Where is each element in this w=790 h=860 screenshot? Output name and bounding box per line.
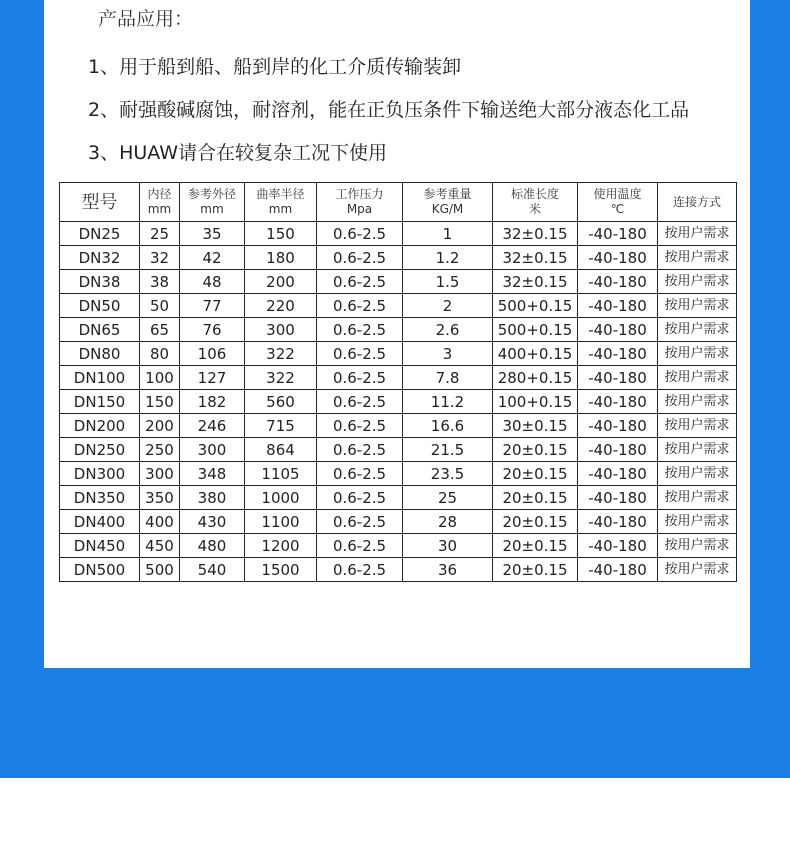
cell-standard-length: 30±0.15 — [493, 414, 578, 438]
cell-standard-length: 20±0.15 — [493, 534, 578, 558]
cell-outer-diameter: 35 — [180, 222, 245, 246]
cell-model: DN400 — [60, 510, 140, 534]
cell-bend-radius: 715 — [245, 414, 317, 438]
cell-connection: 按用户需求 — [658, 294, 737, 318]
cell-outer-diameter: 380 — [180, 486, 245, 510]
cell-bend-radius: 300 — [245, 318, 317, 342]
cell-standard-length: 20±0.15 — [493, 510, 578, 534]
cell-bend-radius: 150 — [245, 222, 317, 246]
cell-temperature: -40-180 — [578, 342, 658, 366]
cell-working-pressure: 0.6-2.5 — [317, 390, 403, 414]
cell-temperature: -40-180 — [578, 462, 658, 486]
table-row — [60, 558, 737, 582]
cell-temperature: -40-180 — [578, 438, 658, 462]
cell-bend-radius: 1000 — [245, 486, 317, 510]
cell-outer-diameter: 430 — [180, 510, 245, 534]
cell-standard-length: 100+0.15 — [493, 390, 578, 414]
cell-bend-radius: 322 — [245, 366, 317, 390]
header-model — [60, 183, 140, 222]
header-label: 曲率半径 — [256, 187, 305, 201]
cell-temperature: -40-180 — [578, 510, 658, 534]
content-panel — [44, 0, 750, 668]
cell-working-pressure: 0.6-2.5 — [317, 486, 403, 510]
cell-working-pressure: 0.6-2.5 — [317, 462, 403, 486]
cell-inner-diameter: 80 — [140, 342, 180, 366]
cell-connection: 按用户需求 — [658, 222, 737, 246]
cell-connection: 按用户需求 — [658, 318, 737, 342]
cell-working-pressure: 0.6-2.5 — [317, 558, 403, 582]
table-row — [60, 366, 737, 390]
cell-temperature: -40-180 — [578, 246, 658, 270]
header-label: 标准长度 — [510, 187, 559, 201]
cell-model: DN150 — [60, 390, 140, 414]
cell-weight: 25 — [403, 486, 493, 510]
header-label: 参考重量 — [423, 187, 472, 201]
cell-temperature: -40-180 — [578, 222, 658, 246]
cell-temperature: -40-180 — [578, 558, 658, 582]
cell-standard-length: 280+0.15 — [493, 366, 578, 390]
cell-working-pressure: 0.6-2.5 — [317, 366, 403, 390]
header-unit: Mpa — [346, 202, 373, 216]
cell-connection: 按用户需求 — [658, 342, 737, 366]
table-header-row — [60, 183, 737, 222]
cell-temperature: -40-180 — [578, 294, 658, 318]
header-standard-length — [493, 183, 578, 222]
cell-model: DN250 — [60, 438, 140, 462]
cell-weight: 11.2 — [403, 390, 493, 414]
cell-connection: 按用户需求 — [658, 414, 737, 438]
cell-temperature: -40-180 — [578, 414, 658, 438]
cell-standard-length: 32±0.15 — [493, 222, 578, 246]
cell-weight: 30 — [403, 534, 493, 558]
header-label: 使用温度 — [593, 187, 642, 201]
cell-bend-radius: 180 — [245, 246, 317, 270]
cell-standard-length: 500+0.15 — [493, 294, 578, 318]
cell-working-pressure: 0.6-2.5 — [317, 534, 403, 558]
cell-outer-diameter: 480 — [180, 534, 245, 558]
cell-working-pressure: 0.6-2.5 — [317, 294, 403, 318]
table-row — [60, 510, 737, 534]
application-item-3: 3、HUAW请合在较复杂工况下使用 — [88, 142, 388, 164]
cell-weight: 3 — [403, 342, 493, 366]
header-outer-diameter — [180, 183, 245, 222]
table-row — [60, 414, 737, 438]
cell-temperature: -40-180 — [578, 486, 658, 510]
cell-model: DN50 — [60, 294, 140, 318]
table-row — [60, 318, 737, 342]
cell-outer-diameter: 540 — [180, 558, 245, 582]
cell-standard-length: 20±0.15 — [493, 438, 578, 462]
cell-connection: 按用户需求 — [658, 438, 737, 462]
cell-connection: 按用户需求 — [658, 462, 737, 486]
cell-model: DN200 — [60, 414, 140, 438]
cell-inner-diameter: 65 — [140, 318, 180, 342]
spec-table — [59, 182, 737, 582]
header-working-pressure — [317, 183, 403, 222]
table-row — [60, 246, 737, 270]
cell-working-pressure: 0.6-2.5 — [317, 318, 403, 342]
cell-inner-diameter: 150 — [140, 390, 180, 414]
cell-bend-radius: 560 — [245, 390, 317, 414]
section-heading: 产品应用： — [98, 8, 194, 30]
cell-model: DN38 — [60, 270, 140, 294]
header-weight — [403, 183, 493, 222]
cell-standard-length: 20±0.15 — [493, 462, 578, 486]
cell-connection: 按用户需求 — [658, 390, 737, 414]
cell-outer-diameter: 348 — [180, 462, 245, 486]
cell-model: DN100 — [60, 366, 140, 390]
table-row — [60, 270, 737, 294]
cell-outer-diameter: 106 — [180, 342, 245, 366]
cell-weight: 23.5 — [403, 462, 493, 486]
header-unit: ℃ — [610, 202, 625, 216]
cell-model: DN32 — [60, 246, 140, 270]
cell-bend-radius: 1200 — [245, 534, 317, 558]
cell-weight: 28 — [403, 510, 493, 534]
header-label: 工作压力 — [335, 187, 384, 201]
cell-model: DN450 — [60, 534, 140, 558]
cell-connection: 按用户需求 — [658, 534, 737, 558]
header-model-label: 型号 — [81, 191, 118, 213]
cell-inner-diameter: 32 — [140, 246, 180, 270]
cell-model: DN80 — [60, 342, 140, 366]
cell-working-pressure: 0.6-2.5 — [317, 270, 403, 294]
cell-temperature: -40-180 — [578, 318, 658, 342]
cell-inner-diameter: 25 — [140, 222, 180, 246]
header-unit: 米 — [528, 202, 541, 216]
cell-connection: 按用户需求 — [658, 366, 737, 390]
cell-working-pressure: 0.6-2.5 — [317, 510, 403, 534]
application-item-2: 2、耐强酸碱腐蚀，耐溶剂，能在正负压条件下输送绝大部分液态化工品 — [88, 99, 690, 121]
cell-outer-diameter: 246 — [180, 414, 245, 438]
table-row — [60, 342, 737, 366]
cell-standard-length: 500+0.15 — [493, 318, 578, 342]
cell-bend-radius: 864 — [245, 438, 317, 462]
cell-inner-diameter: 450 — [140, 534, 180, 558]
cell-weight: 1 — [403, 222, 493, 246]
cell-inner-diameter: 250 — [140, 438, 180, 462]
cell-inner-diameter: 400 — [140, 510, 180, 534]
table-row — [60, 486, 737, 510]
cell-outer-diameter: 48 — [180, 270, 245, 294]
cell-weight: 36 — [403, 558, 493, 582]
header-connection — [658, 183, 737, 222]
table-row — [60, 534, 737, 558]
cell-outer-diameter: 127 — [180, 366, 245, 390]
cell-connection: 按用户需求 — [658, 510, 737, 534]
cell-working-pressure: 0.6-2.5 — [317, 222, 403, 246]
cell-outer-diameter: 77 — [180, 294, 245, 318]
cell-temperature: -40-180 — [578, 534, 658, 558]
cell-temperature: -40-180 — [578, 390, 658, 414]
cell-model: DN25 — [60, 222, 140, 246]
table-row — [60, 294, 737, 318]
cell-bend-radius: 322 — [245, 342, 317, 366]
cell-model: DN500 — [60, 558, 140, 582]
cell-weight: 16.6 — [403, 414, 493, 438]
cell-bend-radius: 220 — [245, 294, 317, 318]
table-row — [60, 222, 737, 246]
cell-weight: 21.5 — [403, 438, 493, 462]
table-row — [60, 438, 737, 462]
cell-connection: 按用户需求 — [658, 246, 737, 270]
cell-model: DN300 — [60, 462, 140, 486]
header-label: 参考外径 — [187, 187, 236, 201]
cell-temperature: -40-180 — [578, 270, 658, 294]
header-unit: mm — [147, 202, 172, 216]
cell-outer-diameter: 182 — [180, 390, 245, 414]
cell-inner-diameter: 200 — [140, 414, 180, 438]
cell-standard-length: 32±0.15 — [493, 246, 578, 270]
cell-working-pressure: 0.6-2.5 — [317, 342, 403, 366]
cell-inner-diameter: 100 — [140, 366, 180, 390]
cell-standard-length: 32±0.15 — [493, 270, 578, 294]
cell-inner-diameter: 500 — [140, 558, 180, 582]
cell-bend-radius: 1500 — [245, 558, 317, 582]
cell-inner-diameter: 50 — [140, 294, 180, 318]
cell-bend-radius: 200 — [245, 270, 317, 294]
cell-weight: 2.6 — [403, 318, 493, 342]
application-item-1: 1、用于船到船、船到岸的化工介质传输装卸 — [88, 56, 462, 78]
cell-outer-diameter: 300 — [180, 438, 245, 462]
cell-connection: 按用户需求 — [658, 486, 737, 510]
header-label: 内径 — [147, 187, 172, 201]
cell-outer-diameter: 42 — [180, 246, 245, 270]
cell-working-pressure: 0.6-2.5 — [317, 414, 403, 438]
header-unit: mm — [200, 202, 224, 216]
cell-connection: 按用户需求 — [658, 270, 737, 294]
cell-working-pressure: 0.6-2.5 — [317, 246, 403, 270]
header-unit: mm — [268, 202, 293, 216]
cell-standard-length: 20±0.15 — [493, 558, 578, 582]
cell-bend-radius: 1100 — [245, 510, 317, 534]
cell-working-pressure: 0.6-2.5 — [317, 438, 403, 462]
cell-weight: 2 — [403, 294, 493, 318]
cell-weight: 1.5 — [403, 270, 493, 294]
table-row — [60, 462, 737, 486]
cell-connection: 按用户需求 — [658, 558, 737, 582]
cell-model: DN350 — [60, 486, 140, 510]
cell-inner-diameter: 350 — [140, 486, 180, 510]
cell-bend-radius: 1105 — [245, 462, 317, 486]
cell-inner-diameter: 300 — [140, 462, 180, 486]
header-bend-radius — [245, 183, 317, 222]
cell-temperature: -40-180 — [578, 366, 658, 390]
header-inner-diameter — [140, 183, 180, 222]
header-label: 连接方式 — [672, 194, 721, 209]
cell-weight: 7.8 — [403, 366, 493, 390]
header-unit: KG/M — [431, 202, 464, 216]
cell-standard-length: 20±0.15 — [493, 486, 578, 510]
cell-standard-length: 400+0.15 — [493, 342, 578, 366]
table-body — [60, 222, 737, 582]
cell-inner-diameter: 38 — [140, 270, 180, 294]
cell-outer-diameter: 76 — [180, 318, 245, 342]
header-temperature — [578, 183, 658, 222]
cell-model: DN65 — [60, 318, 140, 342]
cell-weight: 1.2 — [403, 246, 493, 270]
table-row — [60, 390, 737, 414]
